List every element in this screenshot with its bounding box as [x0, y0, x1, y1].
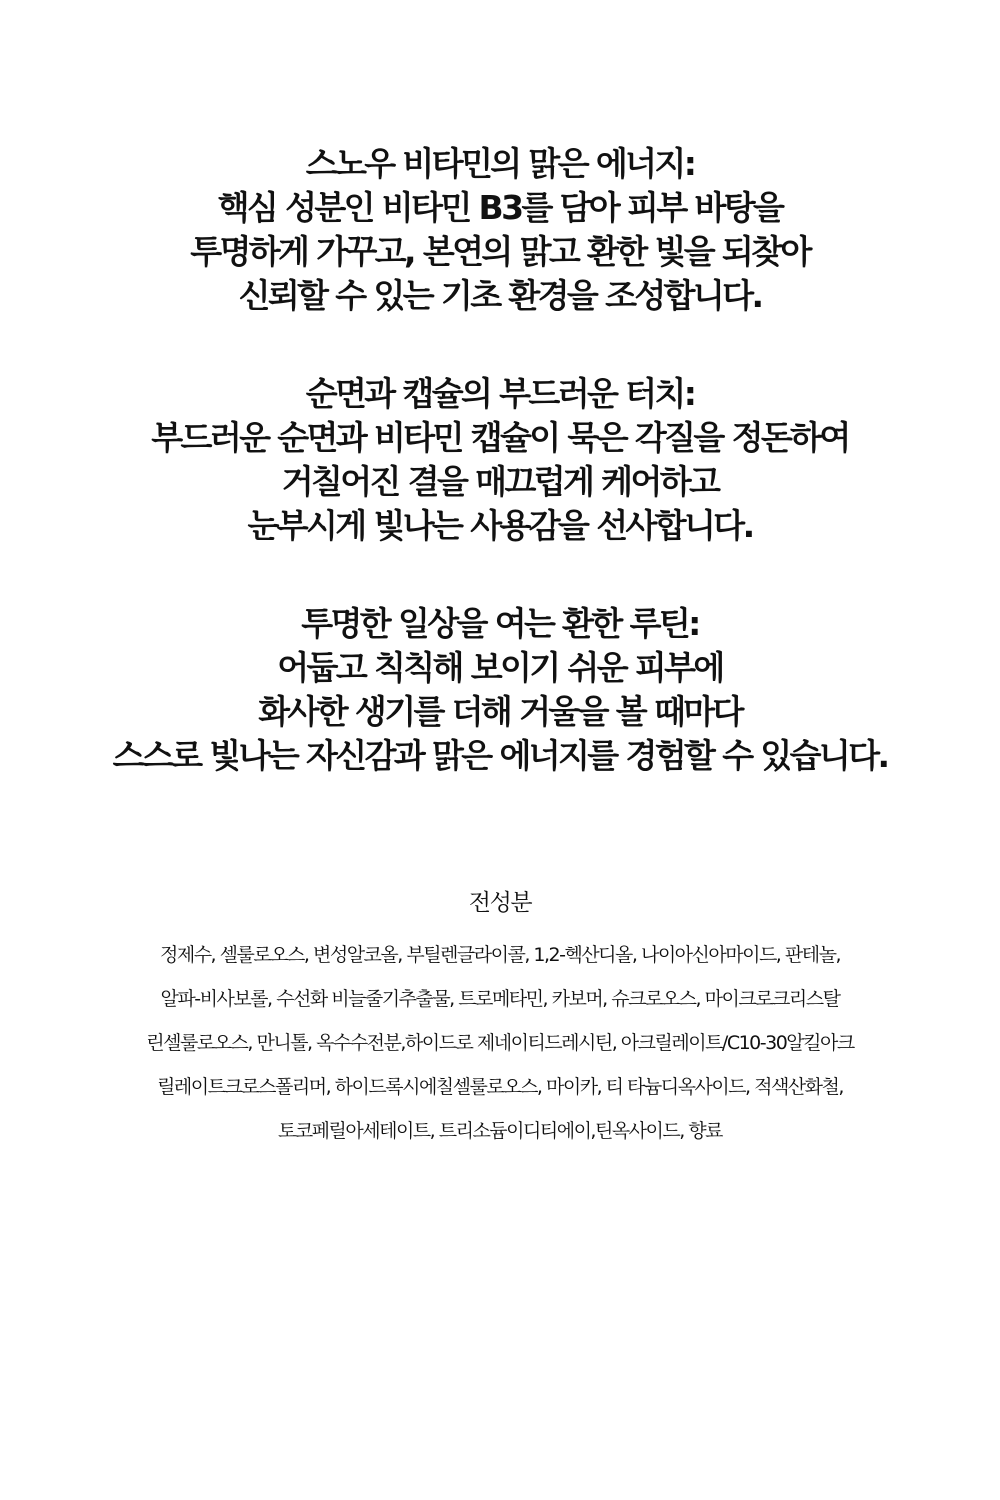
description-heading: 스노우 비타민의 맑은 에너지: — [305, 144, 695, 183]
ingredients-line: 정제수, 셀룰로오스, 변성알코올, 부틸렌글라이콜, 1,2-헥산디올, 나이아신아마이드, 판테놀, — [160, 944, 840, 966]
description-section — [40, 142, 960, 832]
description-line: 스스로 빛나는 자신감과 맑은 에너지를 경험할 수 있습니다. — [112, 736, 888, 775]
ingredients-line: 알파-비사보롤, 수선화 비늘줄기추출물, 트로메타민, 카보머, 슈크로오스, 마이크로크리스탈 — [160, 988, 840, 1010]
ingredients-line: 토코페릴아세테이트, 트리소듐이디티에이,틴옥사이드, 향료 — [277, 1120, 723, 1142]
ingredients-section — [40, 885, 960, 1153]
description-line: 눈부시게 빛나는 사용감을 선사합니다. — [247, 506, 753, 545]
description-line: 신뢰할 수 있는 기초 환경을 조성합니다. — [238, 276, 762, 315]
description-block-bright-routine — [40, 602, 960, 778]
ingredients-line: 릴레이트크로스폴리머, 하이드록시에칠셀룰로오스, 마이카, 티 타늄디옥사이드, 적색산화철, — [157, 1076, 843, 1098]
description-block-vitamin-energy — [40, 142, 960, 318]
ingredients-title: 전성분 — [468, 890, 532, 916]
description-heading: 투명한 일상을 여는 환한 루틴: — [301, 604, 699, 643]
description-line: 거칠어진 결을 매끄럽게 케어하고 — [281, 462, 719, 501]
description-line: 투명하게 가꾸고, 본연의 맑고 환한 빛을 되찾아 — [190, 232, 810, 271]
description-line: 어둡고 칙칙해 보이기 쉬운 피부에 — [277, 648, 723, 687]
description-line: 화사한 생기를 더해 거울을 볼 때마다 — [258, 692, 742, 731]
ingredients-line: 린셀룰로오스, 만니톨, 옥수수전분,하이드로 제네이티드레시틴, 아크릴레이트/C10-30알킬아크 — [146, 1032, 854, 1054]
description-heading: 순면과 캡슐의 부드러운 터치: — [305, 374, 695, 413]
description-line: 부드러운 순면과 비타민 캡슐이 묵은 각질을 정돈하여 — [151, 418, 849, 457]
description-block-soft-touch — [40, 372, 960, 548]
description-line: 핵심 성분인 비타민 B3를 담아 피부 바탕을 — [217, 188, 783, 227]
